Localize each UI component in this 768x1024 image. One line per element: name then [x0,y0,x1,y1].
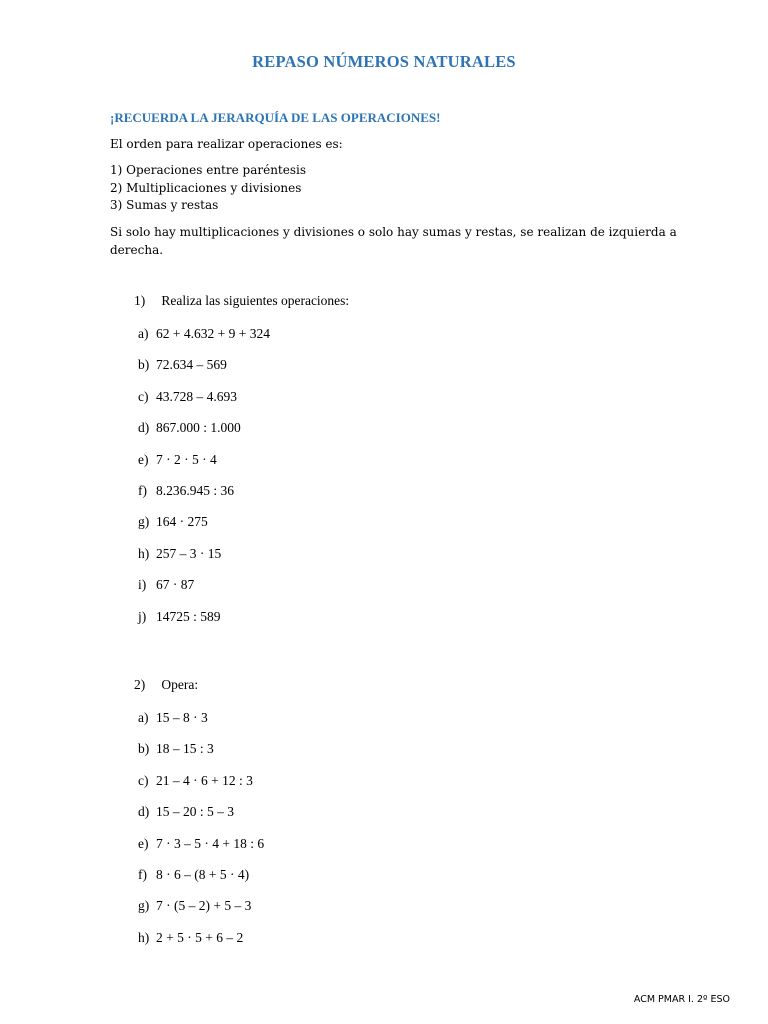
exercise-expression: 15 – 20 : 5 – 3 [156,804,235,820]
exercise-item [138,452,270,483]
exercise-letter: e) [138,451,149,467]
exercise-item [138,546,270,577]
exercise-item [138,357,270,388]
exercise-letter: a) [138,710,149,725]
exercise-item [138,577,270,608]
exercise-letter: g) [138,898,150,914]
exercise-expression: 7 · 3 – 5 · 4 + 18 : 6 [156,835,265,851]
exercise-expression: 7 · 2 · 5 · 4 [156,451,217,467]
exercise-expression: 8.236.945 : 36 [156,482,235,498]
exercise-letter: b) [138,741,150,757]
exercise-item [138,483,270,514]
section-2-number: 2) [134,677,146,692]
exercise-expression: 18 – 15 : 3 [156,741,214,757]
exercise-expression: 67 · 87 [156,577,195,593]
exercise-letter: c) [138,772,149,788]
note-text: Si solo hay multiplicaciones y divisiones o solo hay sumas y restas, se realizan de izquierda a derecha. [110,225,677,257]
exercise-item [138,420,270,451]
rules-list [110,162,306,215]
page-subtitle: ¡RECUERDA LA JERARQUÍA DE LAS OPERACIONES! [110,110,441,125]
intro-text: El orden para realizar operaciones es: [110,137,343,151]
exercise-item [138,326,270,357]
exercise-letter: h) [138,545,150,561]
rule-item: 3) Sumas y restas [110,198,219,212]
exercise-item [138,514,270,545]
exercise-item [138,836,264,867]
exercise-expression: 72.634 – 569 [156,357,227,373]
exercise-expression: 257 – 3 · 15 [156,545,222,561]
page-title: REPASO NÚMEROS NATURALES [252,52,516,71]
exercise-item [138,389,270,420]
exercise-expression: 2 + 5 · 5 + 6 – 2 [156,929,244,945]
exercise-expression: 867.000 : 1.000 [156,420,241,436]
exercise-item [138,804,264,835]
exercise-expression: 164 · 275 [156,514,208,530]
exercise-expression: 8 · 6 – (8 + 5 · 4) [156,866,250,882]
section-1-exercise-list [138,326,270,640]
section-1-number: 1) [134,293,146,308]
exercise-expression: 14725 : 589 [156,608,221,624]
section-2-exercise-list [138,710,264,961]
exercise-expression: 43.728 – 4.693 [156,388,237,404]
exercise-letter: a) [138,326,149,341]
exercise-expression: 15 – 8 · 3 [156,710,208,725]
exercise-item [138,609,270,640]
section-2-title: Opera: [161,677,199,692]
exercise-letter: c) [138,388,149,404]
exercise-letter: d) [138,804,150,820]
rule-item: 2) Multiplicaciones y divisiones [110,180,302,195]
exercise-letter: e) [138,835,149,851]
exercise-letter: f) [138,482,147,498]
exercise-expression: 21 – 4 · 6 + 12 : 3 [156,772,253,788]
exercise-letter: f) [138,866,147,882]
exercise-letter: b) [138,357,150,373]
rule-item: 1) Operaciones entre paréntesis [110,163,307,177]
section-1-heading [134,293,349,309]
exercise-item [138,710,264,741]
exercise-item [138,930,264,961]
exercise-letter: h) [138,929,150,945]
exercise-expression: 7 · (5 – 2) + 5 – 3 [156,898,252,914]
exercise-letter: j) [138,608,147,624]
exercise-item [138,773,264,804]
exercise-item [138,867,264,898]
section-2-heading [134,677,198,693]
exercise-letter: i) [138,577,147,593]
footer-text: ACM PMAR I. 2º ESO [633,994,730,1005]
exercise-item [138,741,264,772]
exercise-expression: 62 + 4.632 + 9 + 324 [156,326,270,341]
section-1-title: Realiza las siguientes operaciones: [161,293,350,308]
exercise-item [138,898,264,929]
exercise-letter: g) [138,514,150,530]
exercise-letter: d) [138,420,150,436]
